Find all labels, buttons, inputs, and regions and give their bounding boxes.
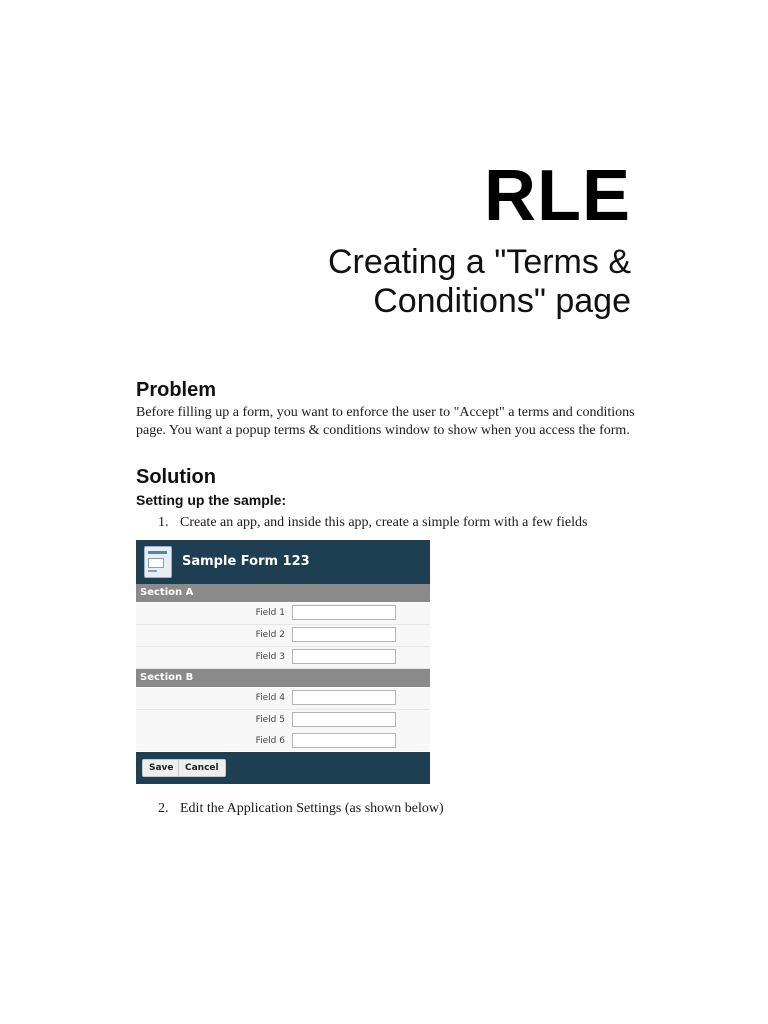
page-title-line-2: Conditions" page	[373, 282, 631, 320]
field-2-input[interactable]	[292, 627, 396, 642]
form-row-field-4	[136, 688, 430, 710]
section-a-label: Section A	[140, 587, 194, 598]
section-b-label: Section B	[140, 672, 194, 683]
form-row-field-3	[136, 647, 430, 669]
field-4-label: Field 4	[255, 693, 285, 703]
form-header	[136, 540, 430, 584]
form-footer	[136, 752, 430, 784]
form-icon	[144, 546, 172, 578]
solution-heading: Solution	[136, 466, 216, 488]
brand-title: RLE	[484, 156, 631, 236]
section-header-b	[136, 669, 430, 687]
problem-text-line-1: Before filling up a form, you want to enforce the user to "Accept" a terms and conditions	[136, 405, 635, 420]
field-1-label: Field 1	[255, 608, 285, 618]
field-6-input[interactable]	[292, 733, 396, 748]
step-2-number: 2.	[158, 801, 169, 816]
field-6-label: Field 6	[255, 736, 285, 746]
form-title: Sample Form 123	[182, 554, 310, 569]
field-4-input[interactable]	[292, 690, 396, 705]
problem-text-line-2: page. You want a popup terms & conditions window to show when you access the form.	[136, 423, 630, 438]
field-3-input[interactable]	[292, 649, 396, 664]
cancel-button[interactable]: Cancel	[178, 759, 226, 777]
field-5-input[interactable]	[292, 712, 396, 727]
section-header-a	[136, 584, 430, 602]
step-1	[158, 514, 587, 532]
step-2	[158, 800, 444, 818]
sample-form-screenshot	[136, 540, 430, 784]
form-row-field-6	[136, 731, 430, 751]
save-button[interactable]: Save	[142, 759, 181, 777]
problem-heading: Problem	[136, 379, 217, 401]
page-title	[211, 243, 631, 321]
field-3-label: Field 3	[255, 652, 285, 662]
form-row-field-2	[136, 625, 430, 647]
field-2-label: Field 2	[255, 630, 285, 640]
field-5-label: Field 5	[255, 715, 285, 725]
field-1-input[interactable]	[292, 605, 396, 620]
step-2-text: Edit the Application Settings (as shown below)	[180, 801, 444, 816]
form-row-field-1	[136, 603, 430, 625]
step-1-text: Create an app, and inside this app, create a simple form with a few fields	[180, 515, 588, 530]
solution-subheading: Setting up the sample:	[136, 492, 287, 508]
form-row-field-5	[136, 710, 430, 732]
step-1-number: 1.	[158, 515, 169, 530]
page-title-line-1: Creating a "Terms &	[327, 243, 631, 281]
